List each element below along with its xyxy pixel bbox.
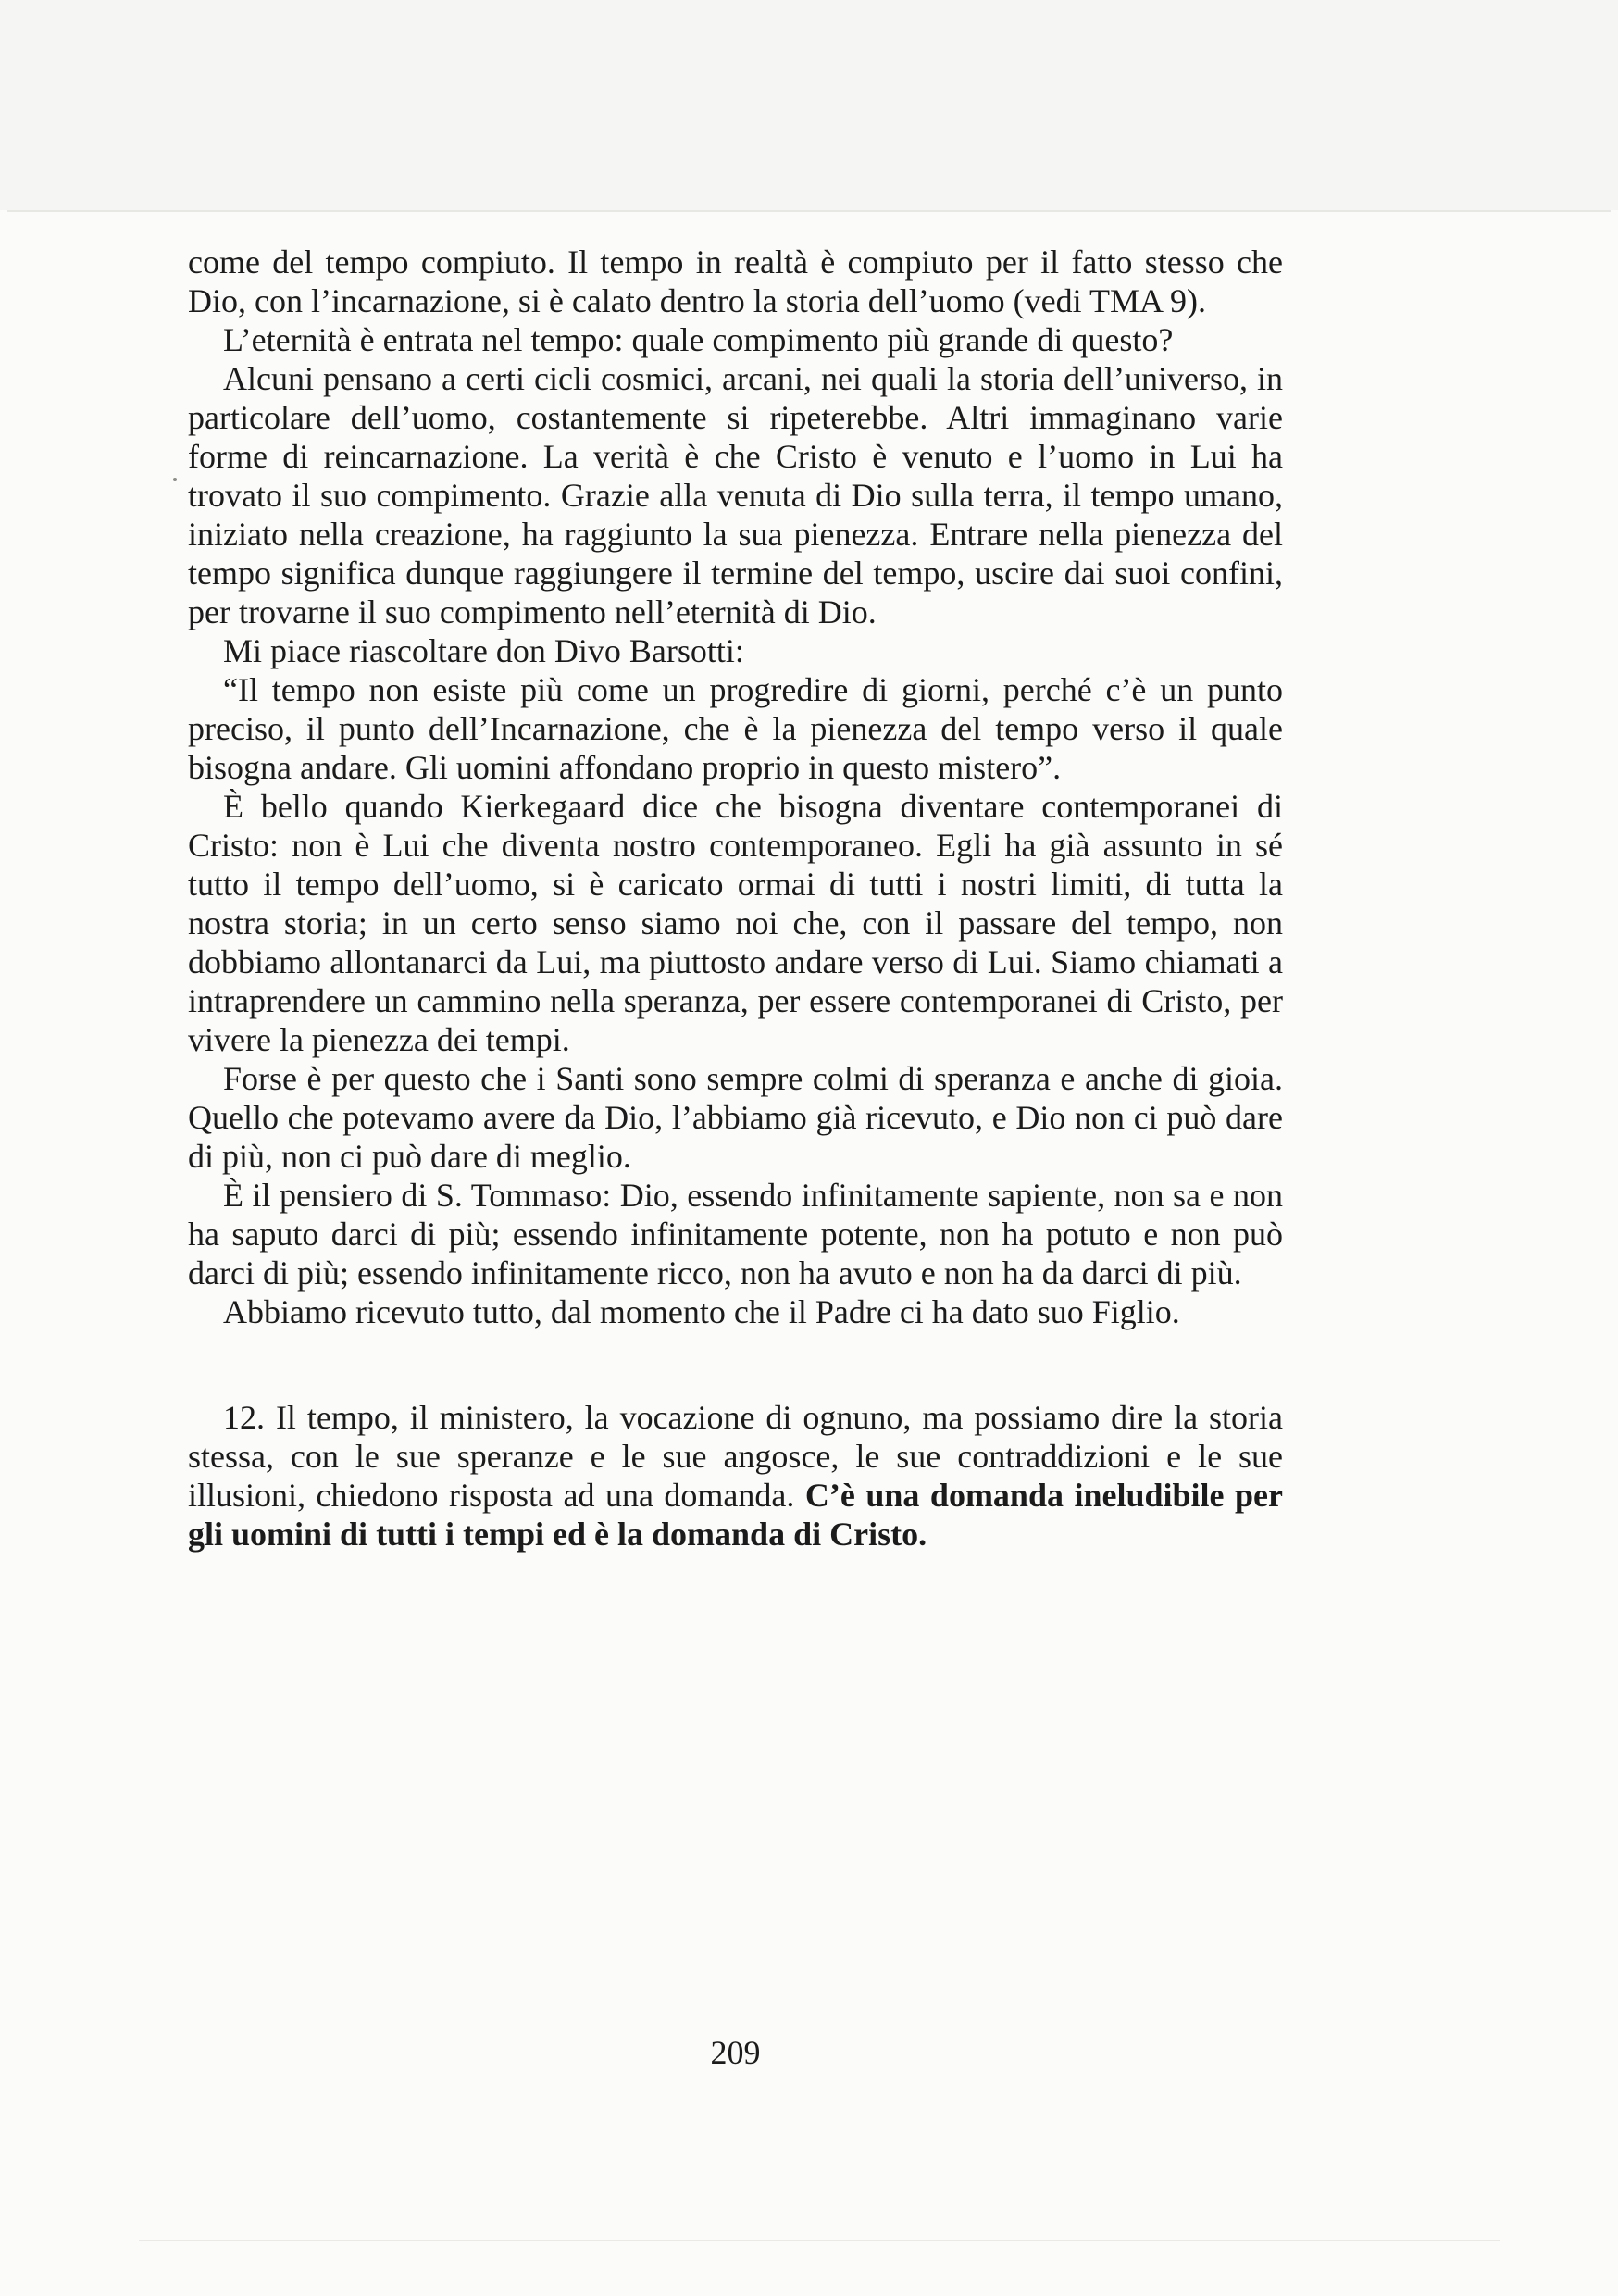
paragraph bbox=[188, 631, 1283, 670]
text-run: Forse è per questo che i Santi sono sempre colmi di speranza e anche di gioia. Quello che potevamo avere da Dio, l’abbiamo già ricevuto, e Dio non ci può dare di più, non ci può dare di meglio. bbox=[188, 1060, 1283, 1175]
text-run-bold: C’è una domanda ineludibile per gli uomini di tutti i tempi ed è la domanda di Cristo. bbox=[188, 1477, 1284, 1553]
scan-speck bbox=[173, 478, 177, 481]
text-run: È il pensiero di S. Tommaso: Dio, essendo infinitamente sapiente, non sa e non ha saputo darci di più; essendo infinitamente potente, non ha potuto e non può darci di più; essendo infinitamente ricco, non ha avuto e non ha da darci di più. bbox=[188, 1177, 1283, 1292]
text-run: L’eternità è entrata nel tempo: quale compimento più grande di questo? bbox=[223, 321, 1174, 358]
text-run: Mi piace riascoltare don Divo Barsotti: bbox=[223, 632, 744, 669]
scan-artifact-line-bottom bbox=[139, 2240, 1500, 2241]
text-block bbox=[188, 243, 1283, 1554]
scan-top-margin bbox=[0, 0, 1618, 210]
text-run: È bello quando Kierkegaard dice che bisogna diventare contemporanei di Cristo: non è Lui che diventa nostro contemporaneo. Egli ha già assunto in sé tutto il tempo dell’uomo, si è caricato ormai di tutti i nostri limiti, di tutta la nostra storia; in un certo senso siamo noi che, con il passare del tempo, non dobbiamo allontanarci da Lui, ma piuttosto andare verso di Lui. Siamo chiamati a intraprendere un cammino nella speranza, per essere contemporanei di Cristo, per vivere la pienezza dei tempi. bbox=[188, 788, 1283, 1058]
paragraph bbox=[188, 243, 1283, 320]
text-run: 12. Il tempo, il ministero, la vocazione di ognuno, ma possiamo dire la storia stessa, con le sue speranze e le sue angosce, le sue contraddizioni e le sue illusioni, chiedono risposta ad una domanda. bbox=[188, 1399, 1283, 1514]
paragraph bbox=[188, 359, 1283, 631]
text-run: “Il tempo non esiste più come un progredire di giorni, perché c’è un punto preciso, il punto dell’Incarnazione, che è la pienezza del tempo verso il quale bisogna andare. Gli uomini affondano proprio in questo mistero”. bbox=[188, 671, 1283, 786]
text-run: Abbiamo ricevuto tutto, dal momento che il Padre ci ha dato suo Figlio. bbox=[223, 1293, 1180, 1330]
scan-artifact-line-top bbox=[7, 210, 1611, 212]
paragraph bbox=[188, 670, 1283, 787]
paragraph bbox=[188, 1292, 1283, 1331]
paragraph bbox=[188, 1059, 1283, 1176]
paragraph bbox=[188, 1398, 1283, 1554]
text-run: Alcuni pensano a certi cicli cosmici, arcani, nei quali la storia dell’universo, in particolare dell’uomo, costantemente si ripeterebbe. Altri immaginano varie forme di reincarnazione. La verità è che Cristo è venuto e l’uomo in Lui ha trovato il suo compimento. Grazie alla venuta di Dio sulla terra, il tempo umano, iniziato nella creazione, ha raggiunto la sua pienezza. Entrare nella pienezza del tempo significa dunque raggiungere il termine del tempo, uscire dai suoi confini, per trovarne il suo compimento nell’eternità di Dio. bbox=[188, 360, 1283, 630]
paragraph bbox=[188, 1176, 1283, 1292]
text-run: come del tempo compiuto. Il tempo in realtà è compiuto per il fatto stesso che Dio, con l’incarnazione, si è calato dentro la storia dell’uomo (vedi TMA 9). bbox=[188, 243, 1283, 319]
paragraph bbox=[188, 320, 1283, 359]
paragraph bbox=[188, 787, 1283, 1059]
page-number: 209 bbox=[710, 2034, 761, 2071]
